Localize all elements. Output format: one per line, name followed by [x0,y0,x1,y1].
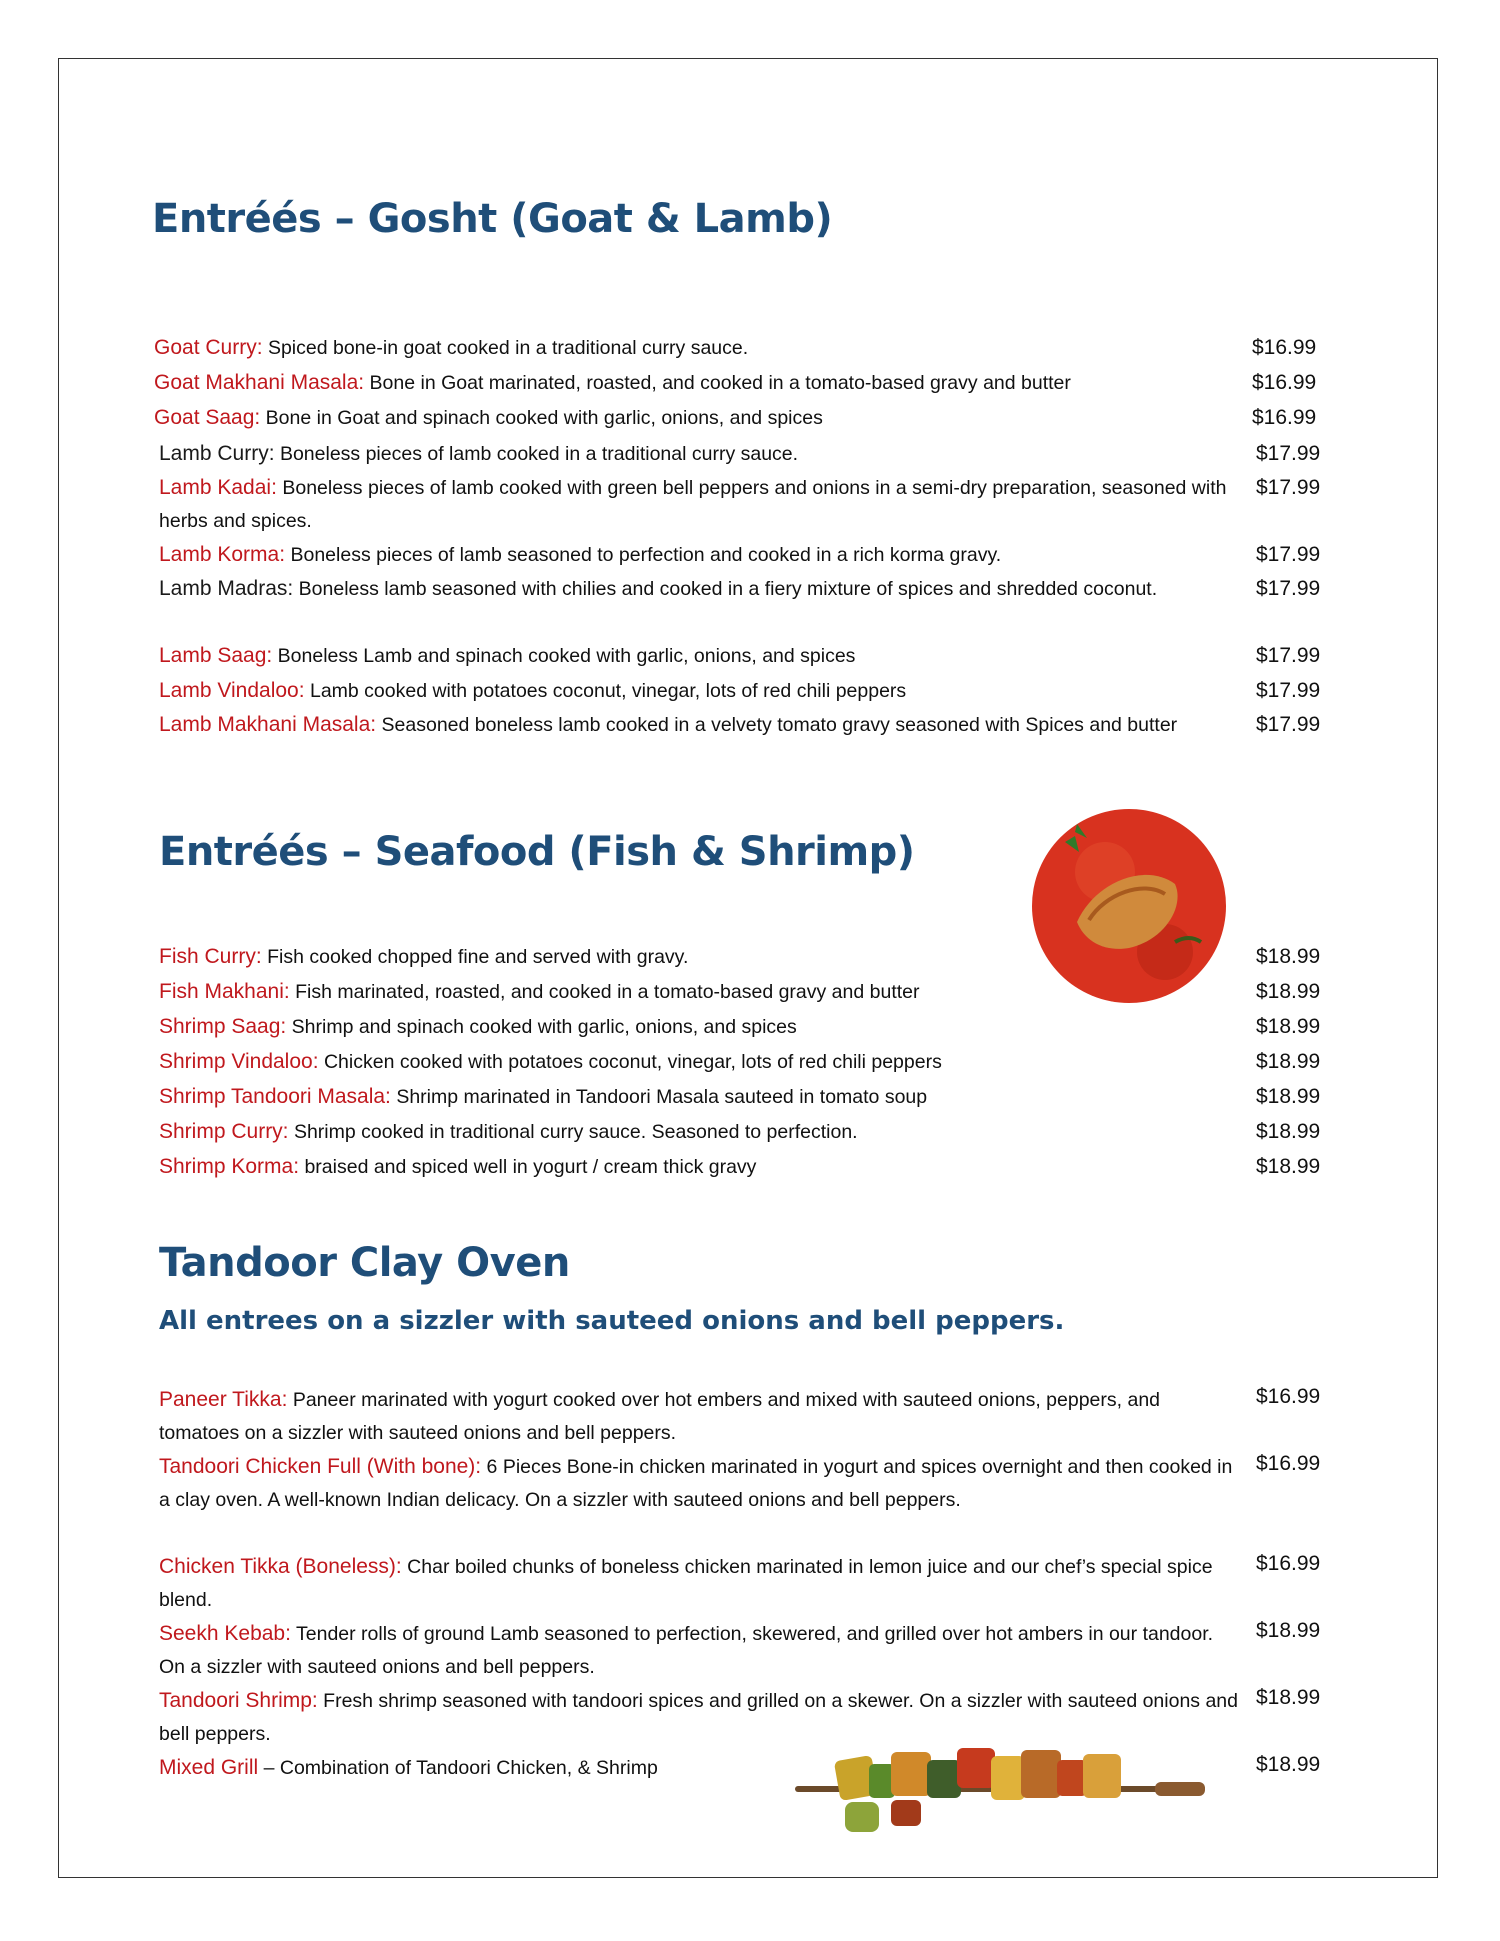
menu-item-lamb-vindaloo [159,674,1239,708]
item-desc: Shrimp and spinach cooked with garlic, onions, and spices [286,1016,797,1038]
section-subtitle-tandoor: All entrees on a sizzler with sauteed onions and bell peppers. [159,1306,1065,1336]
item-desc: Paneer marinated with yogurt cooked over hot embers and mixed with sauteed onions, peppers, and tomatoes on a sizzler with sauteed onions and bell peppers. [159,1389,1161,1444]
item-name: Shrimp Vindaloo: [159,1050,319,1073]
menu-item-fish-makhani [159,975,1239,1009]
item-name: Tandoori Chicken Full (With bone): [159,1455,482,1478]
item-name: Paneer Tikka: [159,1388,288,1411]
item-price: $16.99 [1252,371,1317,394]
item-price: $18.99 [1256,1686,1321,1709]
item-desc: Char boiled chunks of boneless chicken marinated in lemon juice and our chef’s special spice blend. [159,1556,1213,1611]
item-desc: Tender rolls of ground Lamb seasoned to perfection, skewered, and grilled over hot ambers in our tandoor. On a sizzler with sauteed onions and bell peppers. [159,1623,1214,1678]
item-desc: Bone in Goat and spinach cooked with garlic, onions, and spices [260,407,823,429]
menu-item-fish-curry [159,940,1239,974]
item-name: Lamb Saag: [159,644,273,667]
item-name: Lamb Kadai: [159,476,277,499]
item-name: Goat Curry: [154,336,263,359]
item-name: Lamb Korma: [159,543,286,566]
item-price: $16.99 [1256,1552,1321,1575]
menu-item-goat-makhani-masala [154,366,1234,400]
item-price: $18.99 [1256,1120,1321,1143]
menu-item-shrimp-korma [159,1150,1239,1184]
item-name: Lamb Madras: [159,577,294,600]
menu-item-goat-saag [154,401,1234,435]
item-price: $16.99 [1256,1452,1321,1475]
item-price: $17.99 [1256,476,1321,499]
item-price: $18.99 [1256,1015,1321,1038]
item-name: Shrimp Saag: [159,1015,287,1038]
item-desc: Chicken cooked with potatoes coconut, vinegar, lots of red chili peppers [318,1051,942,1073]
menu-item-lamb-curry [159,437,1239,471]
item-desc: Fish marinated, roasted, and cooked in a tomato-based gravy and butter [289,981,920,1003]
menu-item-lamb-kadai [159,471,1239,538]
menu-item-lamb-makhani-masala [159,708,1239,742]
menu-item-tandoori-chicken-full [159,1450,1239,1517]
menu-item-paneer-tikka [159,1383,1239,1450]
item-name: Lamb Vindaloo: [159,679,305,702]
section-title-gosht: Entréés – Gosht (Goat & Lamb) [152,196,833,242]
item-price: $18.99 [1256,1050,1321,1073]
item-desc: Fresh shrimp seasoned with tandoori spices and grilled on a skewer. On a sizzler with sauteed onions and bell peppers. [159,1690,1238,1745]
menu-item-chicken-tikka [159,1550,1239,1617]
item-desc: – Combination of Tandoori Chicken, & Shrimp [258,1757,658,1779]
item-desc: Lamb cooked with potatoes coconut, vinegar, lots of red chili peppers [304,680,907,702]
menu-item-seekh-kebab [159,1617,1239,1684]
item-name: Seekh Kebab: [159,1622,291,1645]
item-name: Shrimp Korma: [159,1155,300,1178]
menu-item-shrimp-vindaloo [159,1045,1239,1079]
item-price: $18.99 [1256,1753,1321,1776]
item-price: $18.99 [1256,1085,1321,1108]
item-desc: Boneless pieces of lamb cooked with green bell peppers and onions in a semi-dry preparation, seasoned with herbs and spices. [159,477,1227,532]
item-price: $17.99 [1256,679,1321,702]
item-desc: 6 Pieces Bone-in chicken marinated in yogurt and spices overnight and then cooked in a clay oven. A well-known Indian delicacy. On a sizzler with sauteed onions and bell peppers. [159,1456,1233,1511]
item-desc: Boneless pieces of lamb seasoned to perfection and cooked in a rich korma gravy. [285,544,1002,566]
menu-item-mixed-grill [159,1751,859,1785]
item-name: Lamb Makhani Masala: [159,713,377,736]
item-name: Tandoori Shrimp: [159,1689,318,1712]
item-price: $18.99 [1256,1619,1321,1642]
item-price: $17.99 [1256,713,1321,736]
menu-item-shrimp-curry [159,1115,1239,1149]
item-desc: Fish cooked chopped fine and served with gravy. [261,946,689,968]
menu-item-goat-curry [154,331,1234,365]
item-price: $18.99 [1256,945,1321,968]
item-desc: braised and spiced well in yogurt / cream thick gravy [299,1156,757,1178]
menu-item-lamb-saag [159,639,1239,673]
item-price: $16.99 [1256,1385,1321,1408]
item-desc: Shrimp marinated in Tandoori Masala sauteed in tomato soup [390,1086,928,1108]
item-name: Shrimp Tandoori Masala: [159,1085,391,1108]
item-name: Fish Curry: [159,945,262,968]
item-desc: Seasoned boneless lamb cooked in a velvety tomato gravy seasoned with Spices and butter [376,714,1178,736]
menu-item-shrimp-tandoori-masala [159,1080,1239,1114]
menu-item-lamb-madras [159,572,1239,606]
kebab-skewer-image [795,1730,1213,1845]
item-desc: Shrimp cooked in traditional curry sauce. Seasoned to perfection. [288,1121,858,1143]
item-price: $17.99 [1256,644,1321,667]
item-price: $16.99 [1252,336,1317,359]
item-price: $17.99 [1256,442,1321,465]
item-price: $17.99 [1256,543,1321,566]
item-desc: Bone in Goat marinated, roasted, and cooked in a tomato-based gravy and butter [364,372,1071,394]
menu-item-shrimp-saag [159,1010,1239,1044]
item-name: Fish Makhani: [159,980,290,1003]
skewer-handle [1155,1782,1205,1796]
item-name: Shrimp Curry: [159,1120,289,1143]
item-desc: Boneless Lamb and spinach cooked with garlic, onions, and spices [272,645,856,667]
item-name: Goat Saag: [154,406,261,429]
section-title-seafood: Entréés – Seafood (Fish & Shrimp) [159,829,915,875]
item-desc: Boneless pieces of lamb cooked in a traditional curry sauce. [274,443,799,465]
item-price: $17.99 [1256,577,1321,600]
item-name: Lamb Curry: [159,442,275,465]
item-price: $16.99 [1252,406,1317,429]
item-price: $18.99 [1256,980,1321,1003]
menu-item-lamb-korma [159,538,1239,572]
item-desc: Boneless lamb seasoned with chilies and cooked in a fiery mixture of spices and shredded coconut. [293,578,1158,600]
item-name: Chicken Tikka (Boneless): [159,1555,402,1578]
item-desc: Spiced bone-in goat cooked in a traditional curry sauce. [262,337,749,359]
section-title-tandoor: Tandoor Clay Oven [159,1240,570,1286]
item-name: Goat Makhani Masala: [154,371,365,394]
item-name: Mixed Grill [159,1756,259,1779]
item-price: $18.99 [1256,1155,1321,1178]
